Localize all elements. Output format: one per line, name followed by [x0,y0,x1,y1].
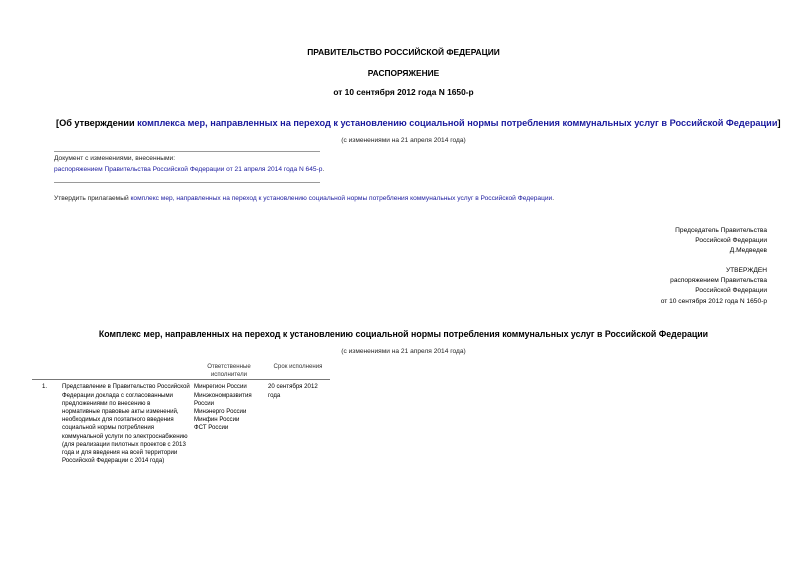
signature-position: Председатель Правительства [675,227,767,234]
header-number [32,363,60,380]
approval-line-3: Российской Федерации [695,287,767,295]
table-header-row [32,363,330,380]
header-executors: Ответственные исполнители [207,363,251,379]
section-changes-note: (с изменениями на 21 апреля 2014 года) [341,348,466,355]
header-term: Срок исполнения [273,363,323,370]
signature-name: Д.Медведев [729,247,767,255]
row-executors [192,380,266,466]
title-open-bracket: [ [56,118,60,128]
measures-table [32,363,330,465]
government-name: ПРАВИТЕЛЬСТВО РОССИЙСКОЙ ФЕДЕРАЦИИ [307,47,500,57]
divider [54,151,320,152]
approval-line-2: распоряжением Правительства [670,277,767,285]
header-measure [60,363,192,380]
body-suffix: . [552,195,555,202]
amendments-line [54,166,324,173]
title-close-bracket: ] [777,118,781,128]
document-title [56,118,781,128]
title-link[interactable]: комплекса мер, направленных на переход к установлению социальной нормы потребления коммунальных услуг в Российской Федерации [137,118,778,128]
amendments-suffix: . [322,166,325,173]
table-row [32,380,330,466]
body-link[interactable]: комплекс мер, направленных на переход к установлению социальной нормы потребления коммунальных услуг в Российской Федерации [130,195,553,202]
row-term: 20 сентября 2012 года [268,383,318,399]
amendments-label: Документ с изменениями, внесенными: [54,155,176,162]
approval-date-number: от 10 сентября 2012 года N 1650-р [660,297,767,305]
approval-title: УТВЕРЖДЕН [725,267,767,274]
executor: ФСТ России [194,424,229,432]
body-prefix: Утвердить прилагаемый [54,195,131,202]
row-number: 1. [42,383,48,391]
executor: Минфин России [194,416,240,424]
signature-country: Российской Федерации [695,237,767,245]
section-title: Комплекс мер, направленных на переход к установлению социальной нормы потребления коммунальных услуг в Российской Федерации [98,329,709,339]
changes-note: (с изменениями на 21 апреля 2014 года) [341,137,466,144]
document-type: РАСПОРЯЖЕНИЕ [367,68,440,78]
approval-block [661,266,767,307]
executor: Минэнерго России [194,408,247,416]
title-prefix: Об утверждении [59,118,138,128]
divider [54,182,320,183]
document-date-number: от 10 сентября 2012 года N 1650-р [333,87,474,97]
body-text [54,195,554,202]
signature-block [675,226,767,257]
executor: Минрегион России [194,383,247,391]
row-measure: Представление в Правительство Российской Федерации доклада с согласованными предложениями по внесению в нормативные правовые акты изменений, необходимых для поэтапного введения социальной нормы потребления коммунальной услуги по электроснабжению (для реализации пилотных проектов с 2013 года и для введения на всей территории Российской Федерации с 2014 года) [62,383,190,465]
executor: Минэкономразвития России [194,391,252,407]
amendments-link[interactable]: распоряжением Правительства Российской Федерации от 21 апреля 2014 года N 645-р [54,166,323,173]
